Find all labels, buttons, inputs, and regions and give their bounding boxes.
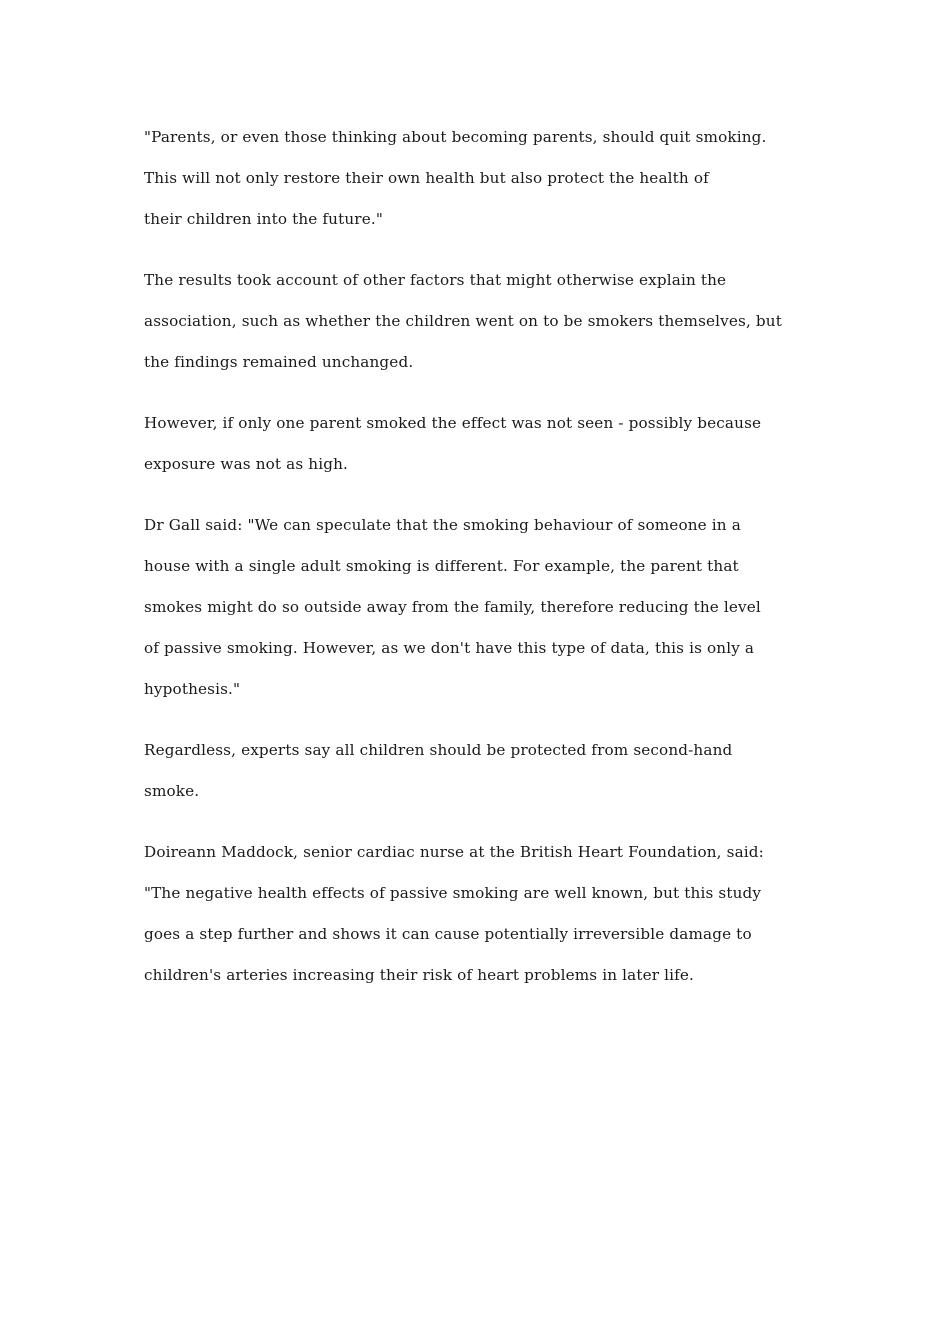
text-line: goes a step further and shows it can cause potentially irreversible damage to: [144, 925, 752, 943]
text-line: However, if only one parent smoked the effect was not seen - possibly because: [144, 414, 762, 432]
text-line: "Parents, or even those thinking about becoming parents, should quit smoking.: [144, 128, 767, 146]
text-line: smoke.: [144, 782, 200, 800]
paragraph-one-parent: [144, 403, 824, 485]
paragraph-experts: [144, 730, 824, 812]
text-line: children's arteries increasing their risk of heart problems in later life.: [144, 966, 695, 984]
paragraph-maddock-quote: [144, 832, 824, 996]
text-line: Regardless, experts say all children should be protected from second-hand: [144, 741, 733, 759]
text-line: "The negative health effects of passive smoking are well known, but this study: [144, 884, 762, 902]
text-line: of passive smoking. However, as we don't have this type of data, this is only a: [144, 639, 755, 657]
text-line: association, such as whether the children went on to be smokers themselves, but: [144, 312, 782, 330]
text-line: hypothesis.": [144, 680, 241, 698]
document-body: [144, 117, 824, 1016]
text-line: This will not only restore their own health but also protect the health of: [144, 169, 709, 187]
text-line: their children into the future.": [144, 210, 383, 228]
text-line: Dr Gall said: "We can speculate that the smoking behaviour of someone in a: [144, 516, 741, 534]
paragraph-dr-gall-quote: [144, 505, 824, 710]
text-line: house with a single adult smoking is different. For example, the parent that: [144, 557, 739, 575]
text-line: exposure was not as high.: [144, 455, 348, 473]
paragraph-results: [144, 260, 824, 383]
text-line: Doireann Maddock, senior cardiac nurse at the British Heart Foundation, said:: [144, 843, 764, 861]
paragraph-parents-quote: [144, 117, 824, 240]
text-line: smokes might do so outside away from the family, therefore reducing the level: [144, 598, 761, 616]
text-line: The results took account of other factors that might otherwise explain the: [144, 271, 727, 289]
text-line: the findings remained unchanged.: [144, 353, 414, 371]
